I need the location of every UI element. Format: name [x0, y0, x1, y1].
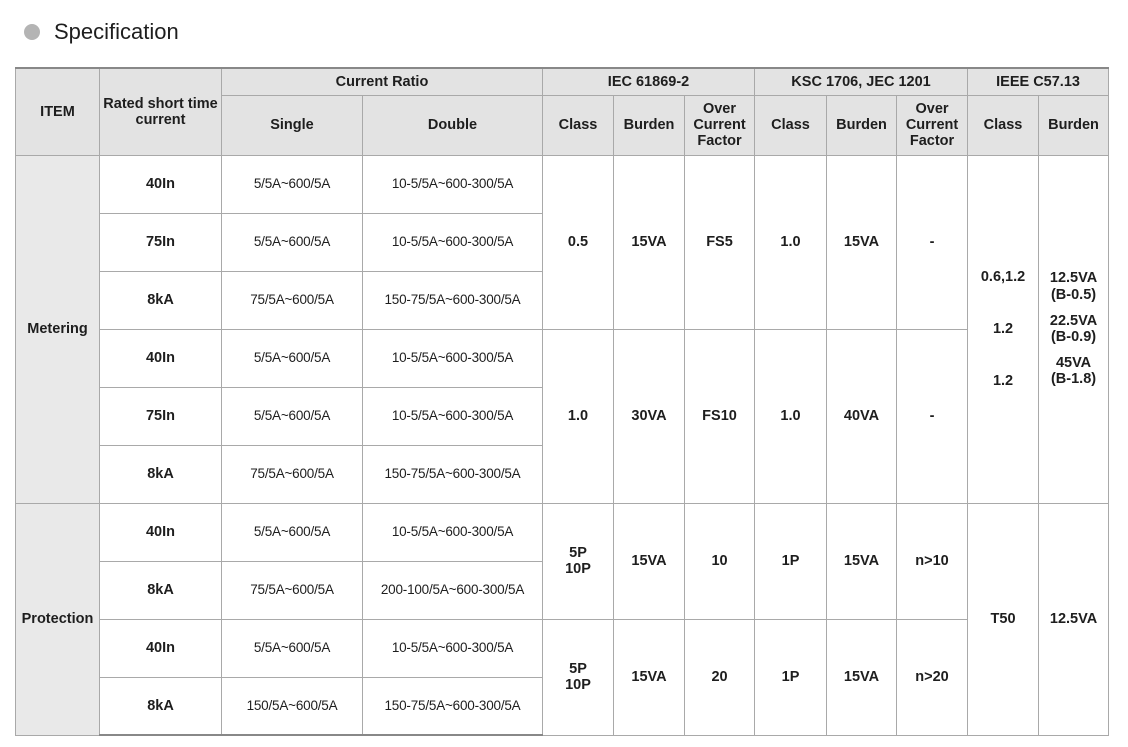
single-ratio-cell: 75/5A~600/5A	[222, 561, 363, 619]
double-ratio-cell: 150-75/5A~600-300/5A	[363, 445, 543, 503]
iec-burden-cell: 15VA	[614, 155, 685, 329]
bullet-icon	[24, 24, 40, 40]
header-rated-short-time-current: Rated short time current	[100, 68, 222, 155]
header-ksc-burden: Burden	[827, 95, 897, 155]
rated-cell: 8kA	[100, 271, 222, 329]
ksc-class-cell: 1.0	[755, 329, 827, 503]
header-ieee-class: Class	[968, 95, 1039, 155]
single-ratio-cell: 150/5A~600/5A	[222, 677, 363, 735]
rated-cell: 75In	[100, 213, 222, 271]
iec-ocf-cell: 10	[685, 503, 755, 619]
double-ratio-cell: 10-5/5A~600-300/5A	[363, 213, 543, 271]
header-iec: IEC 61869-2	[543, 68, 755, 95]
single-ratio-cell: 5/5A~600/5A	[222, 387, 363, 445]
single-ratio-cell: 5/5A~600/5A	[222, 329, 363, 387]
single-ratio-cell: 5/5A~600/5A	[222, 503, 363, 561]
header-ksc-class: Class	[755, 95, 827, 155]
section-heading	[24, 18, 179, 46]
table-row	[16, 329, 1109, 387]
single-ratio-cell: 75/5A~600/5A	[222, 271, 363, 329]
header-single: Single	[222, 95, 363, 155]
ieee-burden-cell: 12.5VA (B-0.5) 22.5VA (B-0.9) 45VA (B-1.8)	[1039, 155, 1109, 503]
double-ratio-cell: 10-5/5A~600-300/5A	[363, 619, 543, 677]
table-row	[16, 155, 1109, 213]
ieee-burden-cell: 12.5VA	[1039, 503, 1109, 735]
ksc-class-cell: 1.0	[755, 155, 827, 329]
iec-burden-cell: 15VA	[614, 619, 685, 735]
header-iec-over-current-factor: Over Current Factor	[685, 95, 755, 155]
double-ratio-cell: 150-75/5A~600-300/5A	[363, 271, 543, 329]
header-ieee: IEEE C57.13	[968, 68, 1109, 95]
single-ratio-cell: 5/5A~600/5A	[222, 619, 363, 677]
header-ksc: KSC 1706, JEC 1201	[755, 68, 968, 95]
ksc-burden-cell: 40VA	[827, 329, 897, 503]
iec-class-cell: 1.0	[543, 329, 614, 503]
double-ratio-cell: 10-5/5A~600-300/5A	[363, 329, 543, 387]
ksc-burden-cell: 15VA	[827, 155, 897, 329]
single-ratio-cell: 5/5A~600/5A	[222, 155, 363, 213]
header-double: Double	[363, 95, 543, 155]
table-row	[16, 503, 1109, 561]
ksc-burden-cell: 15VA	[827, 503, 897, 619]
ksc-ocf-cell: -	[897, 329, 968, 503]
iec-class-cell: 0.5	[543, 155, 614, 329]
header-ksc-over-current-factor: Over Current Factor	[897, 95, 968, 155]
ieee-class-cell: T50	[968, 503, 1039, 735]
double-ratio-cell: 10-5/5A~600-300/5A	[363, 155, 543, 213]
double-ratio-cell: 10-5/5A~600-300/5A	[363, 387, 543, 445]
ieee-class-cell: 0.6,1.2 1.2 1.2	[968, 155, 1039, 503]
header-ieee-burden: Burden	[1039, 95, 1109, 155]
single-ratio-cell: 5/5A~600/5A	[222, 213, 363, 271]
rated-cell: 40In	[100, 503, 222, 561]
iec-class-cell: 5P 10P	[543, 503, 614, 619]
rated-cell: 75In	[100, 387, 222, 445]
rated-cell: 8kA	[100, 561, 222, 619]
header-current-ratio: Current Ratio	[222, 68, 543, 95]
ksc-ocf-cell: n>10	[897, 503, 968, 619]
iec-ocf-cell: FS10	[685, 329, 755, 503]
header-iec-burden: Burden	[614, 95, 685, 155]
item-protection: Protection	[16, 503, 100, 735]
ksc-ocf-cell: -	[897, 155, 968, 329]
item-metering: Metering	[16, 155, 100, 503]
iec-burden-cell: 15VA	[614, 503, 685, 619]
rated-cell: 40In	[100, 619, 222, 677]
iec-ocf-cell: FS5	[685, 155, 755, 329]
iec-burden-cell: 30VA	[614, 329, 685, 503]
double-ratio-cell: 150-75/5A~600-300/5A	[363, 677, 543, 735]
iec-class-cell: 5P 10P	[543, 619, 614, 735]
rated-cell: 8kA	[100, 445, 222, 503]
rated-cell: 8kA	[100, 677, 222, 735]
ksc-burden-cell: 15VA	[827, 619, 897, 735]
rated-cell: 40In	[100, 329, 222, 387]
iec-ocf-cell: 20	[685, 619, 755, 735]
ksc-class-cell: 1P	[755, 503, 827, 619]
specification-table	[15, 67, 1109, 736]
ksc-class-cell: 1P	[755, 619, 827, 735]
double-ratio-cell: 200-100/5A~600-300/5A	[363, 561, 543, 619]
header-iec-class: Class	[543, 95, 614, 155]
double-ratio-cell: 10-5/5A~600-300/5A	[363, 503, 543, 561]
single-ratio-cell: 75/5A~600/5A	[222, 445, 363, 503]
table-row	[16, 619, 1109, 677]
section-title: Specification	[54, 19, 179, 44]
ksc-ocf-cell: n>20	[897, 619, 968, 735]
rated-cell: 40In	[100, 155, 222, 213]
header-item: ITEM	[16, 68, 100, 155]
